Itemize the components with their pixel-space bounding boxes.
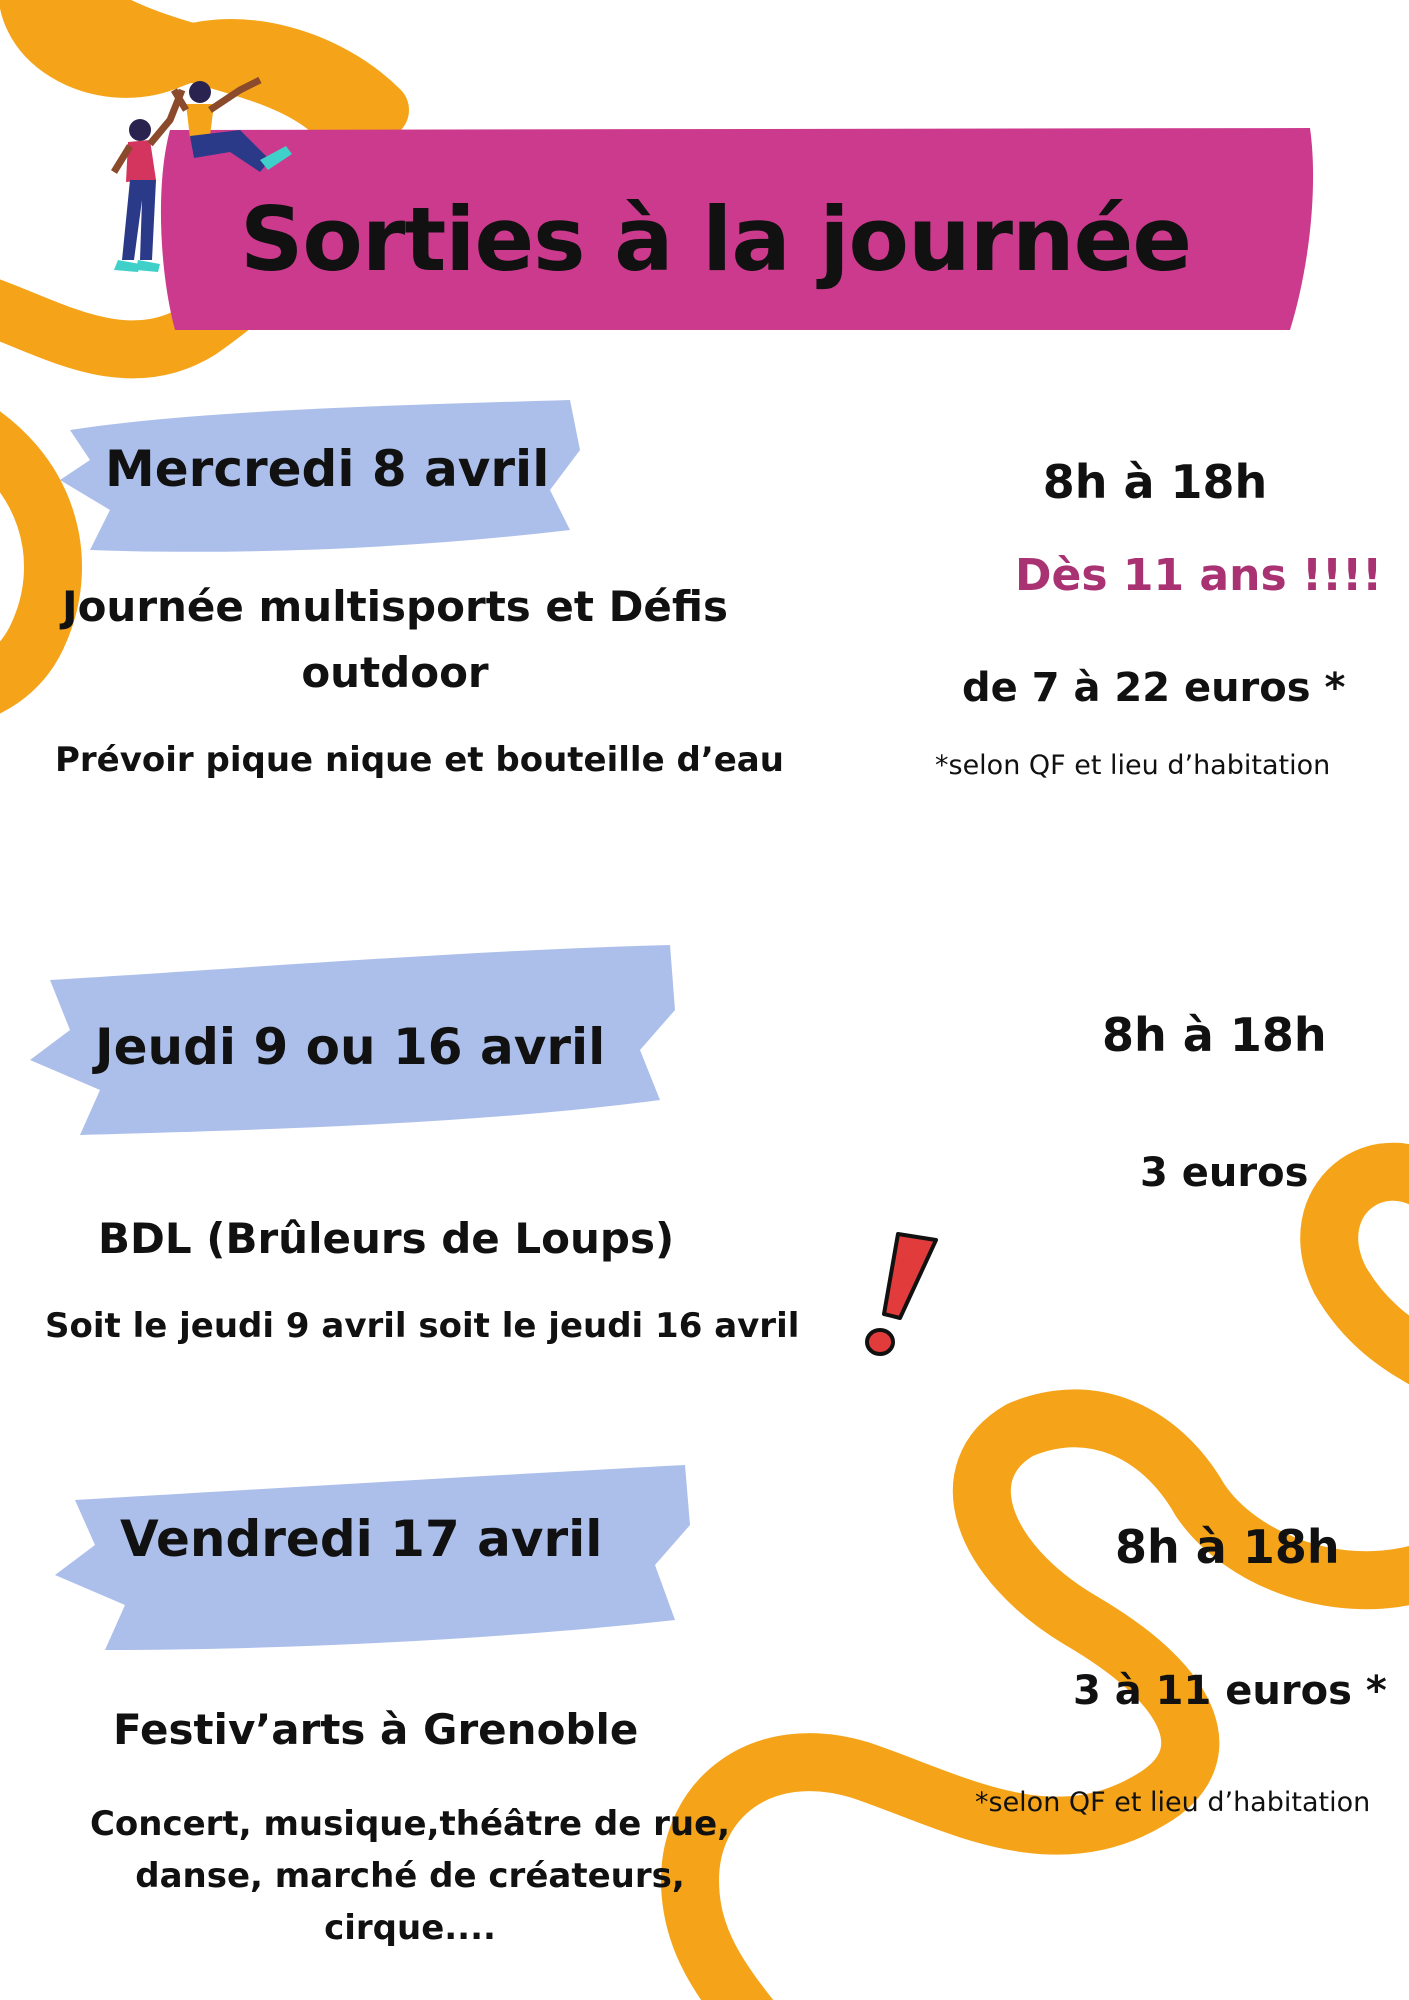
page-title: Sorties à la journée [240, 188, 1192, 291]
event-day: Mercredi 8 avril [105, 440, 550, 498]
price-note: *selon QF et lieu d’habitation [975, 1787, 1371, 1818]
event-day: Vendredi 17 avril [120, 1510, 603, 1568]
event-day: Jeudi 9 ou 16 avril [95, 1018, 606, 1076]
ribbon-right-mid [1329, 1172, 1409, 1380]
event-activity: BDL (Brûleurs de Loups) [98, 1214, 675, 1263]
price-note: *selon QF et lieu d’habitation [935, 750, 1331, 781]
event-time: 8h à 18h [1042, 455, 1268, 509]
exclamation-icon [850, 1230, 940, 1360]
age-requirement: Dès 11 ans !!!! [1015, 550, 1383, 601]
event-price: 3 euros [1140, 1150, 1309, 1196]
event-detail: Concert, musique,théâtre de rue, danse, marché de créateurs, cirque.... [89, 1804, 731, 1948]
ribbon-left-edge [0, 420, 53, 700]
event-price: de 7 à 22 euros * [962, 665, 1346, 711]
event-time: 8h à 18h [1115, 1520, 1340, 1574]
event-detail: Soit le jeudi 9 avril soit le jeudi 16 avril [45, 1306, 800, 1346]
event-activity: Festiv’arts à Grenoble [113, 1705, 639, 1754]
event-price: 3 à 11 euros * [1073, 1668, 1387, 1714]
event-detail: Prévoir pique nique et bouteille d’eau [55, 740, 784, 780]
event-activity: Journée multisports et Défis outdoor [61, 582, 729, 697]
event-time: 8h à 18h [1102, 1008, 1327, 1062]
